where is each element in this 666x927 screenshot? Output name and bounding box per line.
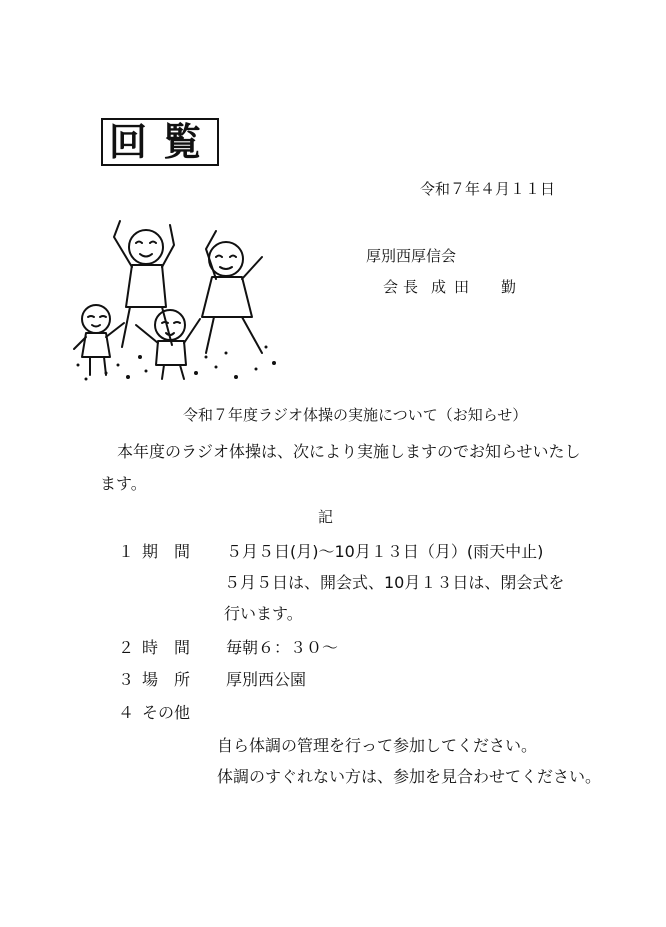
sender-signature [383, 276, 521, 298]
sender-given-name: 勤 [501, 278, 522, 296]
other-note-2: 体調のすぐれない方は、参加を見合わせてください。 [217, 767, 602, 786]
item-number: ４ [118, 703, 135, 722]
sender-organization: 厚別西厚信会 [366, 247, 457, 265]
item-number: ３ [118, 670, 135, 689]
period-note-line-1: ５月５日は、開会式、10月１３日は、閉会式を [224, 573, 565, 592]
family-exercising-illustration [66, 207, 286, 385]
body-line-1: 本年度のラジオ体操は、次により実施しますのでお知らせいたし [117, 442, 581, 461]
item-label: その他 [142, 703, 191, 722]
other-note-1: 自ら体調の管理を行って参加してください。 [217, 736, 538, 755]
issue-date: 令和７年４月１１日 [420, 180, 556, 198]
item-value: ５月５日(月)～10月１３日（月）(雨天中止) [226, 542, 544, 561]
item-number: ２ [118, 638, 135, 657]
sender-role: 会長 [383, 278, 424, 296]
item-label: 時 間 [142, 638, 191, 657]
item-number: １ [118, 542, 135, 561]
document-title: 回覧 [101, 118, 219, 166]
sender-name: 成田 [431, 278, 478, 296]
item-value: 厚別西公園 [226, 670, 307, 689]
item-label: 場 所 [142, 670, 191, 689]
item-place [118, 668, 306, 692]
item-other [118, 701, 226, 725]
ki-heading: 記 [318, 508, 334, 526]
body-line-2: ます。 [100, 474, 147, 493]
item-time [118, 636, 338, 660]
period-note-line-2: 行います。 [224, 604, 303, 623]
notice-title: 令和７年度ラジオ体操の実施について（お知らせ） [183, 406, 528, 424]
item-period [118, 540, 543, 564]
item-value: 毎朝６：３０～ [226, 638, 339, 657]
item-label: 期 間 [142, 542, 191, 561]
